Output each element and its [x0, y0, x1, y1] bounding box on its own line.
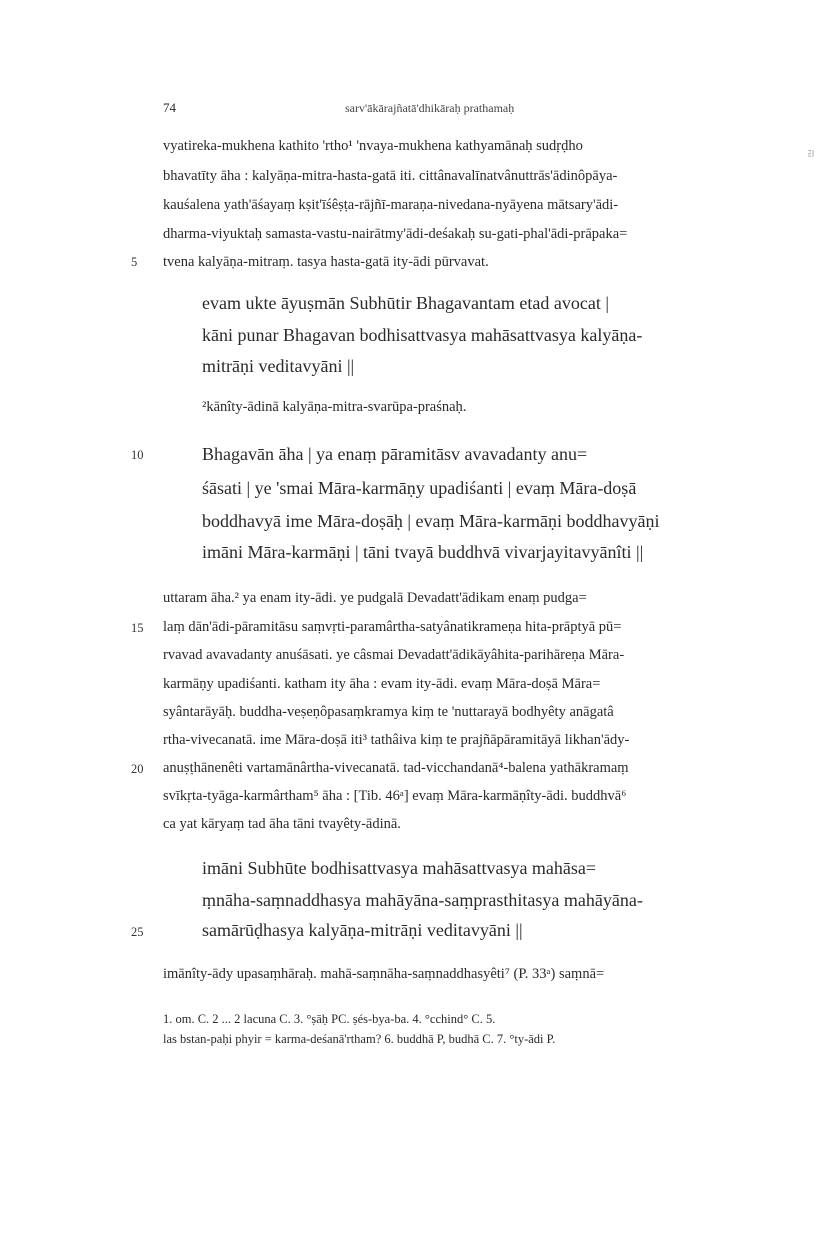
root-text-line: boddhavyā ime Māra-doṣāḥ | evaṃ Māra-karmāṇi boddhavyāṇi	[202, 511, 660, 531]
text-line: bhavatīty āha : kalyāṇa-mitra-hasta-gatā iti. cittânavalīnatvânuttrās'ādinôpāya-	[163, 168, 618, 184]
root-text-line: śāsati | ye 'smai Māra-karmāṇy upadiśanti | evaṃ Māra-doṣā	[202, 478, 637, 498]
root-text-line: Bhagavān āha | ya enaṃ pāramitāsv avavadanty anu=	[202, 444, 588, 464]
text-line: tvena kalyāṇa-mitraṃ. tasya hasta-gatā ity-ādi pūrvavat.	[163, 254, 489, 270]
text-line: svīkṛta-tyāga-karmârtham⁵ āha : [Tib. 46ᵃ] evaṃ Māra-karmāṇîty-ādi. buddhvā⁶	[163, 788, 627, 804]
line-number: 20	[131, 762, 144, 776]
footnote-line: las bstan-paḥi phyir = karma-deśanā'rtham? 6. buddhā P, budhā C. 7. °ty-ādi P.	[163, 1032, 556, 1046]
root-text-line: evam ukte āyuṣmān Subhūtir Bhagavantam etad avocat |	[202, 293, 609, 313]
line-number: 5	[131, 255, 138, 269]
root-text-line: imāni Subhūte bodhisattvasya mahāsattvasya mahāsa=	[202, 858, 597, 878]
root-text-line: ṃnāha-saṃnaddhasya mahāyāna-saṃprasthitasya mahāyāna-	[202, 890, 643, 910]
text-line: syântarāyāḥ. buddha-veṣeṇôpasaṃkramya kiṃ te 'nuttarayā bodhyêty anāgatâ	[163, 704, 614, 720]
page-number: 74	[163, 100, 176, 115]
running-title: sarv'ākārajñatā'dhikāraḥ prathamaḥ	[345, 101, 515, 115]
text-line: imānîty-ādy upasaṃhāraḥ. mahā-saṃnāha-saṃnaddhasyêti⁷ (P. 33ᵃ) saṃnā=	[163, 966, 605, 982]
text-line: vyatireka-mukhena kathito 'rtho¹ 'nvaya-mukhena kathyamānaḥ sudṛḍho	[163, 138, 583, 154]
line-number: 15	[131, 621, 144, 635]
text-line: rtha-vivecanatā. ime Māra-doṣā iti³ tathâiva kiṃ te prajñāpāramitāyā likhan'ādy-	[163, 732, 630, 748]
root-text-line: imāni Māra-karmāṇi | tāni tvayā buddhvā vivarjayitavyānîti ||	[202, 542, 644, 562]
line-number: 25	[131, 925, 144, 939]
text-line: ca yat kāryaṃ tad āha tāni tvayêty-ādinā.	[163, 816, 401, 832]
footnote-line: 1. om. C. 2 ... 2 lacuna C. 3. °ṣāḥ PC. ṣés-bya-ba. 4. °cchind° C. 5.	[163, 1012, 496, 1026]
text-line: karmāṇy upadiśanti. katham ity āha : evam ity-ādi. evaṃ Māra-doṣā Māra=	[163, 676, 601, 692]
root-text-line: samārūḍhasya kalyāṇa-mitrāṇi veditavyāni ||	[202, 920, 523, 940]
text-line: ²kānîty-ādinā kalyāṇa-mitra-svarūpa-praśnaḥ.	[202, 399, 467, 415]
text-line: kauśalena yath'āśayaṃ kṣit'īśêṣṭa-rājñī-maraṇa-nivedana-nyāyena mātsary'ādi-	[163, 197, 619, 213]
text-line: laṃ dān'ādi-pāramitāsu saṃvṛti-paramârtha-satyânatikrameṇa hita-prāptyā pū=	[163, 619, 622, 635]
line-number: 10	[131, 448, 144, 462]
text-line: rvavad avavadanty anuśāsati. ye câsmai Devadatt'ādikāyâhita-parihāreṇa Māra-	[163, 647, 625, 663]
root-text-line: kāni punar Bhagavan bodhisattvasya mahāsattvasya kalyāṇa-	[202, 325, 643, 345]
root-text-line: mitrāṇi veditavyāni ||	[202, 356, 355, 376]
text-line: anuṣṭhānenêti vartamānârtha-vivecanatā. tad-vicchandanā⁴-balena yathākramaṃ	[163, 760, 629, 776]
text-line: dharma-viyuktaḥ samasta-vastu-nairātmy'ādi-deśakaḥ su-gati-phal'ādi-prāpaka=	[163, 226, 628, 242]
text-line: uttaram āha.² ya enam ity-ādi. ye pudgalā Devadatt'ādikam enaṃ pudga=	[163, 590, 587, 606]
margin-note: O 55	[808, 148, 814, 160]
